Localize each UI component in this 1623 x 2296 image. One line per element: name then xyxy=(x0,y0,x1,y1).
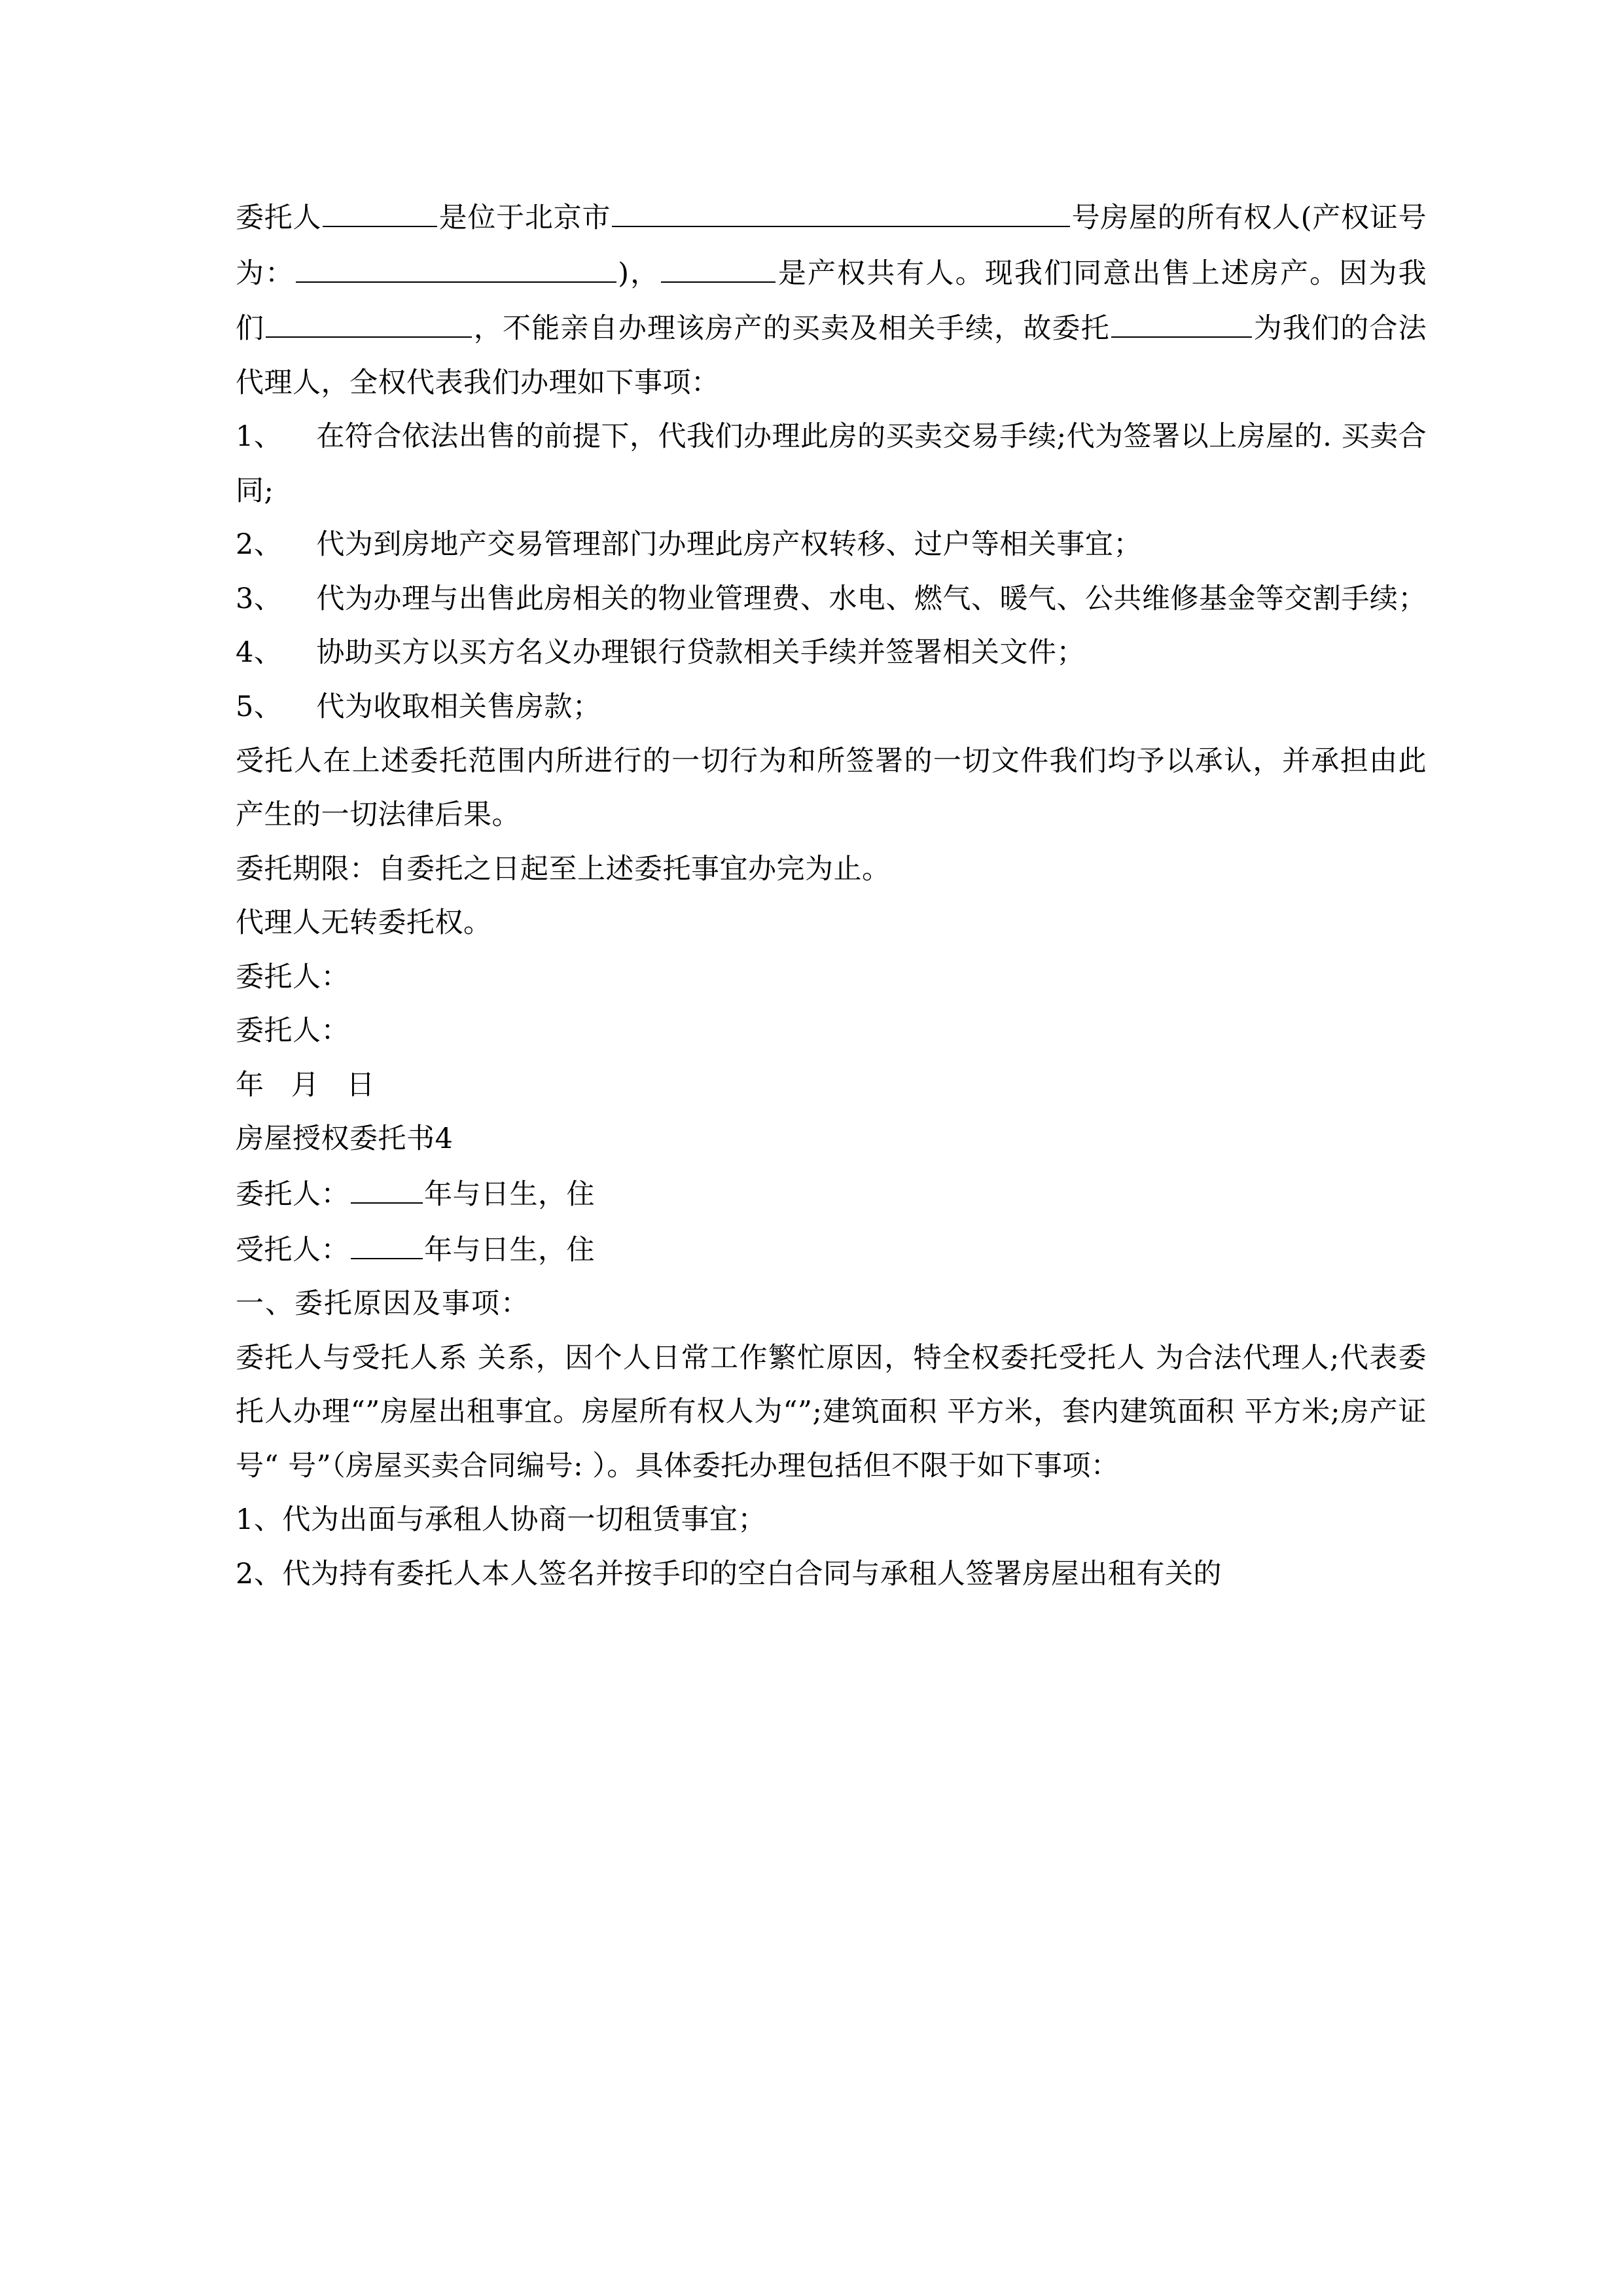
list-item xyxy=(236,626,1427,680)
list-item-text: 代为收取相关售房款； xyxy=(316,691,601,724)
task-item-2 xyxy=(236,1547,1427,1602)
intro-text-4: )， xyxy=(618,257,660,290)
intro-text-3: 号房屋的所有权人(产权证号为： xyxy=(236,202,1427,290)
paragraph-relation xyxy=(236,1331,1427,1494)
list-item-number: 1、 xyxy=(236,420,283,454)
trustee-rest-text: 年与日生，住 xyxy=(424,1233,595,1266)
task-item-1-text: 1、代为出面与承租人协商一切租赁事宜； xyxy=(236,1503,766,1537)
signature-label-2: 委托人： xyxy=(236,1014,349,1048)
entrustor-info-line xyxy=(236,1166,1427,1222)
list-item-number: 2、 xyxy=(236,528,283,562)
trustee-label: 受托人： xyxy=(236,1233,349,1266)
list-item-number: 5、 xyxy=(236,691,283,724)
intro-text-1: 委托人 xyxy=(236,202,322,235)
intro-text-6: ，不能亲自办理该房产的买卖及相关手续，故委托 xyxy=(473,312,1110,346)
signature-line-2 xyxy=(236,1004,1427,1058)
blank-reason[interactable] xyxy=(266,300,472,338)
task-item-2-text: 2、代为持有委托人本人签名并按手印的空白合同与承租人签署房屋出租有关的 xyxy=(236,1557,1222,1590)
list-item xyxy=(236,680,1427,734)
list-item-text: 代为办理与出售此房相关的物业管理费、水电、燃气、暖气、公共维修基金等交割手续； xyxy=(316,582,1427,615)
intro-text-2: 是位于北京市 xyxy=(438,202,611,235)
paragraph-no-transfer xyxy=(236,896,1427,950)
list-item-number: 4、 xyxy=(236,636,283,670)
document-body xyxy=(236,190,1427,1601)
list-item-text: 协助买方以买方名义办理银行贷款相关手续并签署相关文件； xyxy=(316,636,1085,670)
blank-trustee-name[interactable] xyxy=(1111,300,1252,338)
section-heading-4 xyxy=(236,1112,1427,1166)
date-line xyxy=(236,1058,1427,1113)
relation-text: 委托人与受托人系 关系，因个人日常工作繁忙原因，特全权委托受托人 为合法代理人;代表委托人办理“”房屋出租事宜。房屋所有权人为“”;建筑面积 平方米，套内建筑面积 平方米;房产证号“ 号”（房屋买卖合同编号: ）。具体委托办理包括但不限于如下事项： xyxy=(236,1341,1427,1482)
paragraph-intro xyxy=(236,190,1427,410)
intro-text-5: 是产权共有人。现我们同意出售上述房产。因为我们 xyxy=(236,257,1427,346)
signature-label-1: 委托人： xyxy=(236,960,349,994)
subsection-one-text: 一、委托原因及事项： xyxy=(236,1287,530,1321)
list-item-text: 代为到房地产交易管理部门办理此房产权转移、过户等相关事宜； xyxy=(316,528,1142,562)
no-transfer-text: 代理人无转委托权。 xyxy=(236,906,492,940)
list-item xyxy=(236,518,1427,572)
blank-co-owner[interactable] xyxy=(661,245,776,283)
blank-entrustor-birth[interactable] xyxy=(351,1166,423,1204)
confirmation-text: 受托人在上述委托范围内所进行的一切行为和所签署的一切文件我们均予以承认，并承担由此产生的一切法律后果。 xyxy=(236,744,1427,832)
paragraph-term xyxy=(236,842,1427,897)
subsection-one-heading xyxy=(236,1277,1427,1331)
trustee-info-line xyxy=(236,1222,1427,1278)
list-item xyxy=(236,572,1427,626)
list-item-text: 在符合依法出售的前提下，代我们办理此房的买卖交易手续;代为签署以上房屋的. 买卖合同; xyxy=(236,420,1427,507)
entrustor-label: 委托人： xyxy=(236,1177,349,1211)
term-text: 委托期限：自委托之日起至上述委托事宜办完为止。 xyxy=(236,852,891,886)
task-item-1 xyxy=(236,1493,1427,1547)
entrustor-rest-text: 年与日生，住 xyxy=(424,1177,595,1211)
blank-entrustor-name[interactable] xyxy=(323,190,437,227)
list-item-number: 3、 xyxy=(236,582,283,615)
date-text: 年 月 日 xyxy=(236,1068,384,1102)
paragraph-confirmation xyxy=(236,734,1427,842)
blank-address[interactable] xyxy=(612,190,1070,227)
blank-trustee-birth[interactable] xyxy=(351,1222,423,1259)
blank-certificate-number[interactable] xyxy=(296,245,616,283)
section-heading-text: 房屋授权委托书4 xyxy=(236,1122,454,1156)
list-item xyxy=(236,410,1427,518)
signature-line-1 xyxy=(236,950,1427,1005)
intro-text-7: 为我们的合法代理人，全权代表我们办理如下事项： xyxy=(236,312,1427,399)
